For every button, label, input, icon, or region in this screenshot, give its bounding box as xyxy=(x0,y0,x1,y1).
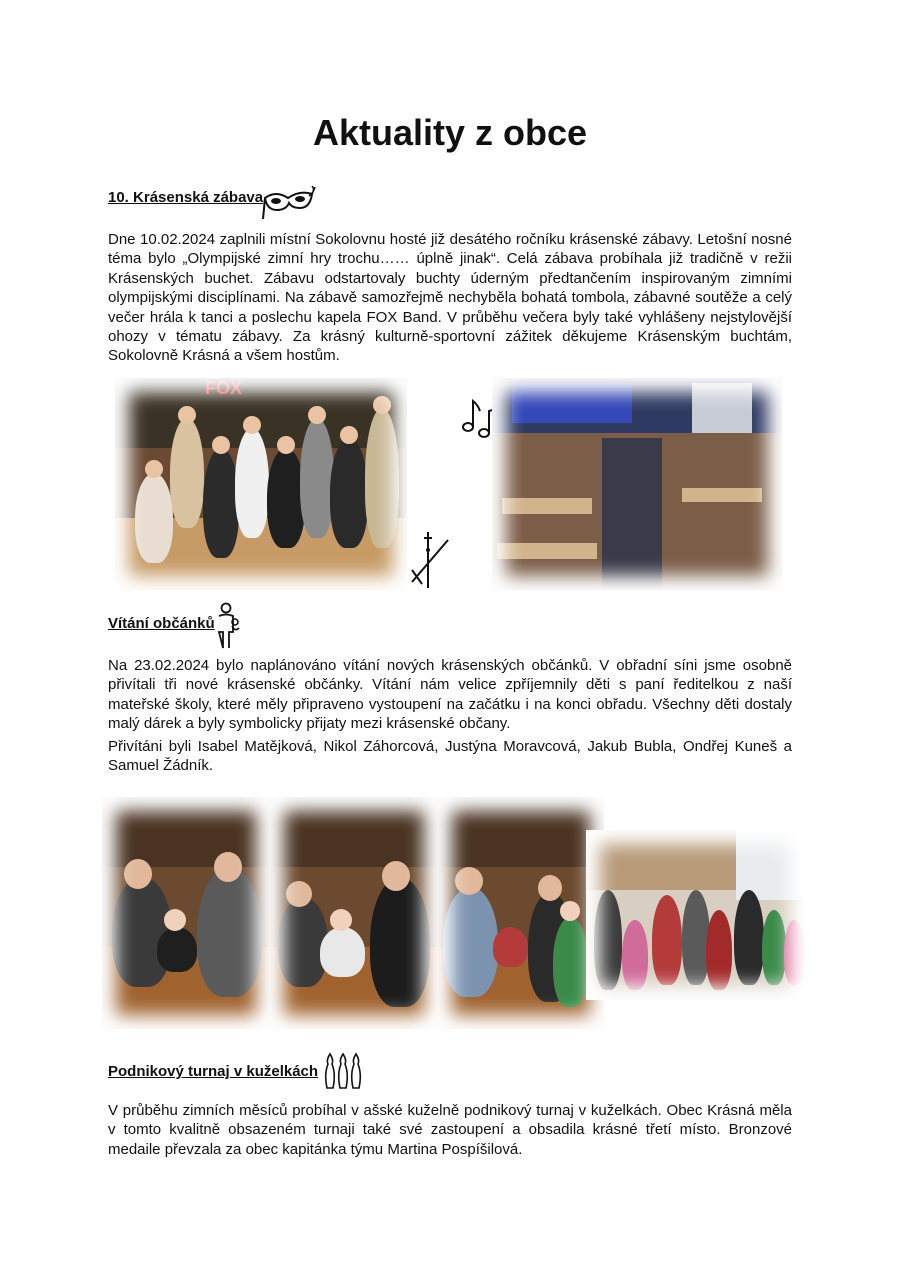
photo-dance-hall-crowd xyxy=(492,378,782,590)
photo-family-3 xyxy=(438,797,604,1029)
section-paragraph-vitani: Na 23.02.2024 bylo naplánováno vítání nových krásenských občánků. V obřadní síni jsme osobně přivítali tři nové krásenské občánky. Vítání nám velice zpříjemnily děti s paní ředitelkou z naší mateřské školy, které měly připraveno vystoupení na začátku i na konci obřadu. Všechny děti dostaly malý dárek a byly symbolicky přijaty mezi krásenské občany. xyxy=(108,657,792,733)
section-paragraph-zabava: Dne 10.02.2024 zaplnili místní Sokolovnu hosté již desátého ročníku krásenské zábavy. Letošní nosné téma bylo „Olympijské zimní hry trochu…… úplně jinak“. Celá zábava probíhala již tradičně v režii Krásenských buchet. Zábavu odstartovaly buchty úderným předtančením inspirovaným zimními olympijskými disciplínami. Na zábavě samozřejmě nechyběla bohatá tombola, zábavné soutěže a celý večer hrála k tanci a poslechu kapela FOX Band. V průběhu večera byly také vyhlášeny nejstylovější ohozy v tématu zábavy. Za krásný kulturně-sportovní zážitek děkujeme Krásenským buchtám, Sokolovně Krásná a všem hostům. xyxy=(108,231,792,365)
carnival-mask-icon xyxy=(262,186,316,222)
photo-costumed-group xyxy=(115,378,407,590)
section-paragraph-kuzelky: V průběhu zimních měsíců probíhal v ašské kuželně podnikový turnaj v kuželkách. Obec Krásná měla v tomto kvalitně obsazeném turnaji také své zastoupení a obsadila krásné třetí místo. Bronzové medaile převzala za obec kapitánka týmu Martina Pospíšilová. xyxy=(108,1102,792,1158)
photo-group-children xyxy=(586,830,804,1000)
photo-family-2 xyxy=(270,797,438,1029)
parent-with-baby-icon xyxy=(214,602,242,650)
section-heading-vitani: Vítání občánků xyxy=(108,615,215,632)
band-sign: FOX xyxy=(205,378,243,398)
page-title: Aktuality z obce xyxy=(312,112,588,153)
photo-family-1 xyxy=(102,797,270,1029)
section-heading-kuzelky: Podnikový turnaj v kuželkách xyxy=(108,1063,319,1080)
section-paragraph-vitani-names: Přivítáni byli Isabel Matějková, Nikol Záhorcová, Justýna Moravcová, Jakub Bubla, Ondřej Kuneš a Samuel Žádník. xyxy=(108,738,792,775)
section-heading-zabava: 10. Krásenská zábava xyxy=(108,189,264,206)
ski-equipment-icon xyxy=(408,530,452,590)
bowling-pins-icon xyxy=(322,1050,364,1092)
